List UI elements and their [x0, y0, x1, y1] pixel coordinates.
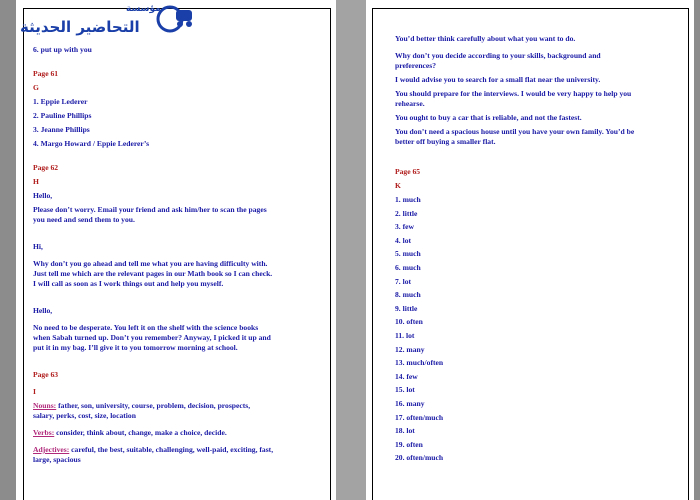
- answer-item: 13. much/often: [395, 358, 444, 368]
- nouns-line: [33, 401, 323, 411]
- advice-line: You ought to buy a car that is reliable, and not the fastest.: [395, 113, 582, 122]
- answer-item: 9. little: [395, 303, 418, 313]
- right-gutter: [694, 0, 700, 500]
- advice-line: You don’t need a spacious house until you have your own family. You’d be: [395, 127, 635, 136]
- page-gap: [336, 0, 366, 500]
- answer-item: 8. much: [395, 290, 421, 300]
- document-page-left: [16, 0, 336, 500]
- answer-item: 16. many: [395, 398, 425, 408]
- answer-item: 15. lot: [395, 385, 415, 395]
- adjectives-line: [33, 445, 323, 455]
- answer-item: 10. often: [395, 317, 423, 327]
- logo-name-text: التحاضير الحديثة: [20, 18, 140, 36]
- message-line: Why don’t you go ahead and tell me what you are having difficulty with.: [33, 259, 268, 268]
- adjectives-label: Adjectives:: [33, 445, 70, 454]
- advice-line: I would advise you to search for a small flat near the university.: [395, 75, 601, 84]
- message-greeting: Hello,: [33, 191, 53, 200]
- message-line: Just tell me which are the relevant pages in our Math book so I can check.: [33, 269, 273, 278]
- nouns-label: Nouns:: [33, 401, 57, 410]
- verbs-line: [33, 428, 323, 438]
- nouns-text: father, son, university, course, problem, decision, prospects,: [56, 401, 251, 410]
- verbs-text: consider, think about, change, make a choice, decide.: [54, 428, 227, 437]
- message-line: I will call as soon as I work things out and help you myself.: [33, 279, 224, 288]
- page-heading-62: Page 62: [33, 163, 59, 172]
- advice-line: You’d better think carefully about what you want to do.: [395, 34, 576, 43]
- message-line: put it in my bag. I’ll give it to you tomorrow morning at school.: [33, 343, 238, 352]
- advice-line: better off buying a smaller flat.: [395, 137, 496, 146]
- answer-item: 6. much: [395, 262, 421, 272]
- message-greeting: Hi,: [33, 242, 43, 251]
- answer-item: 11. lot: [395, 330, 415, 340]
- left-page-content: [33, 45, 323, 465]
- section-letter-k: K: [395, 181, 401, 190]
- message-line: when Sabah turned up. Don’t you remember? Anyway, I picked it up and: [33, 333, 271, 342]
- right-page-content: [395, 34, 685, 467]
- answer-item: 4. lot: [395, 235, 412, 245]
- message-greeting: Hello,: [33, 306, 53, 315]
- answer-item: 5. much: [395, 249, 421, 259]
- answer-item: 19. often: [395, 439, 423, 449]
- section-letter-i: I: [33, 387, 36, 396]
- watermark-logo: [16, 0, 206, 44]
- nouns-line-2: salary, perks, cost, size, location: [33, 411, 136, 420]
- page-heading-65: Page 65: [395, 167, 421, 176]
- advice-line: Why don’t you decide according to your skills, background and: [395, 51, 601, 60]
- advice-line: rehearse.: [395, 99, 425, 108]
- answer-item: 14. few: [395, 371, 418, 381]
- list-item: 1. Eppie Lederer: [33, 97, 88, 106]
- list-item: 4. Margo Howard / Eppie Lederer’s: [33, 139, 150, 148]
- verbs-label: Verbs:: [33, 428, 55, 437]
- car-logo-icon: [156, 2, 194, 36]
- answer-item: 12. many: [395, 344, 425, 354]
- left-gutter: [0, 0, 16, 500]
- list-item: 3. Jeanne Phillips: [33, 125, 90, 134]
- section-letter-g: G: [33, 83, 39, 92]
- adjectives-text: careful, the best, suitable, challenging, well-paid, exciting, fast,: [69, 445, 274, 454]
- answer-list: [395, 195, 685, 463]
- advice-line: You should prepare for the interviews. I would be very happy to help you: [395, 89, 632, 98]
- list-item: 2. Pauline Phillips: [33, 111, 92, 120]
- answer-item: 17. often/much: [395, 412, 444, 422]
- message-line: Please don’t worry. Email your friend and ask him/her to scan the pages: [33, 205, 267, 214]
- list-item: 6. put up with you: [33, 45, 92, 54]
- section-letter-h: H: [33, 177, 39, 186]
- logo-org-text: مؤسسة: [126, 4, 161, 14]
- message-line: No need to be desperate. You left it on the shelf with the science books: [33, 323, 259, 332]
- answer-item: 20. often/much: [395, 453, 444, 463]
- advice-line: preferences?: [395, 61, 437, 70]
- answer-item: 1. much: [395, 195, 421, 204]
- answer-item: 18. lot: [395, 426, 415, 436]
- adjectives-line-2: large, spacious: [33, 455, 81, 464]
- document-page-right: [366, 0, 694, 500]
- page-heading-63: Page 63: [33, 370, 59, 379]
- answer-item: 2. little: [395, 208, 418, 218]
- message-line: you need and send them to you.: [33, 215, 135, 224]
- page-heading-61: Page 61: [33, 69, 59, 78]
- answer-item: 3. few: [395, 222, 414, 232]
- answer-item: 7. lot: [395, 276, 412, 286]
